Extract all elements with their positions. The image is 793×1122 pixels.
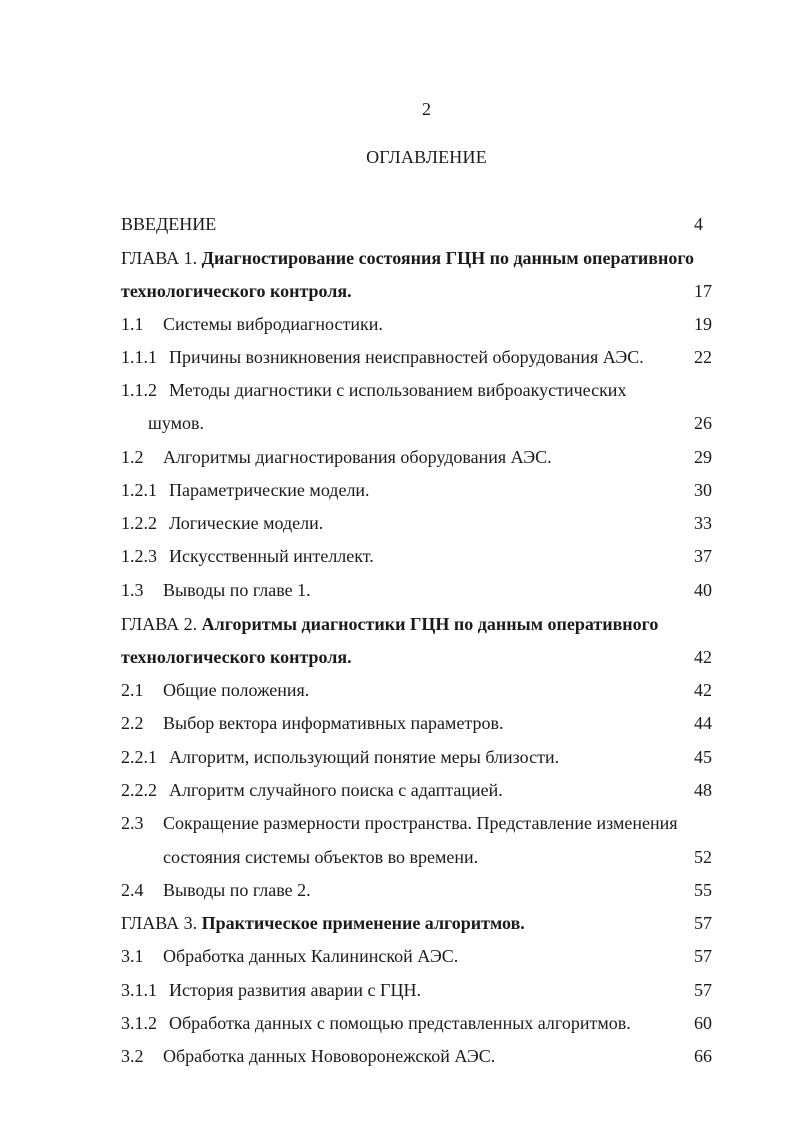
toc-entry-text: Выбор вектора информативных параметров. (163, 713, 504, 733)
toc-entry-page: 55 (694, 880, 712, 900)
toc-entry-number: 3.1.1 (121, 980, 157, 1000)
toc-entry-cont (0, 845, 793, 869)
toc-entry (0, 778, 793, 802)
toc-entry (0, 312, 793, 336)
toc-entry (0, 544, 793, 568)
toc-entry (0, 811, 793, 835)
toc-entry-text: Выводы по главе 2. (163, 880, 311, 900)
toc-title: ОГЛАВЛЕНИЕ (366, 147, 487, 167)
toc-entry-chapter-3 (0, 911, 793, 935)
toc-entry-text: Обработка данных с помощью представленных алгоритмов. (169, 1013, 631, 1033)
toc-entry (0, 678, 793, 702)
toc-entry-page: 17 (694, 281, 712, 301)
toc-entry (0, 445, 793, 469)
toc-entry-cont (0, 411, 793, 435)
toc-entry-number: 2.3 (121, 813, 144, 833)
chapter-prefix: ГЛАВА 1. (121, 248, 198, 268)
toc-entry-page: 29 (694, 447, 712, 467)
chapter-title: Диагностирование состояния ГЦН по данным оперативного (201, 248, 695, 268)
toc-entry-page: 48 (694, 780, 712, 800)
toc-entry-number: 2.2.2 (121, 780, 157, 800)
toc-entry-page: 37 (694, 546, 712, 566)
toc-entry-page: 57 (694, 980, 712, 1000)
toc-entry-number: 2.2 (121, 713, 144, 733)
toc-entry-page: 42 (694, 680, 712, 700)
toc-entry-page: 60 (694, 1013, 712, 1033)
toc-entry (0, 378, 793, 402)
toc-entry (0, 345, 793, 369)
toc-entry-number: 1.2.2 (121, 513, 157, 533)
toc-entry-text: Искусственный интеллект. (169, 546, 374, 566)
chapter-title: Практическое применение алгоритмов. (201, 913, 525, 933)
toc-entry-page: 57 (694, 946, 712, 966)
toc-entry-text: Обработка данных Калининской АЭС. (163, 946, 459, 966)
toc-entry (0, 511, 793, 535)
toc-entry (0, 978, 793, 1002)
toc-entry-page: 52 (694, 847, 712, 867)
toc-entry-page: 44 (694, 713, 712, 733)
toc-entry-text: Причины возникновения неисправностей оборудования АЭС. (169, 347, 644, 367)
chapter-title: Алгоритмы диагностики ГЦН по данным оперативного (201, 614, 659, 634)
toc-entry-number: 1.1.1 (121, 347, 157, 367)
toc-entry-page: 66 (694, 1046, 712, 1066)
toc-entry-text: Алгоритм случайного поиска с адаптацией. (169, 780, 503, 800)
toc-entry-page: 4 (694, 214, 703, 234)
toc-entry-chapter-2 (0, 612, 793, 636)
chapter-prefix: ГЛАВА 3. (121, 913, 198, 933)
toc-entry-text: Обработка данных Нововоронежской АЭС. (163, 1046, 496, 1066)
toc-entry-text: Алгоритмы диагностирования оборудования АЭС. (163, 447, 552, 467)
toc-entry-page: 22 (694, 347, 712, 367)
toc-entry (0, 711, 793, 735)
toc-entry-page: 57 (694, 913, 712, 933)
toc-entry-number: 1.2.1 (121, 480, 157, 500)
toc-entry-text: Сокращение размерности пространства. Представление изменения (163, 813, 678, 833)
toc-entry-page: 40 (694, 580, 712, 600)
toc-entry (0, 1011, 793, 1035)
toc-entry-number: 1.2 (121, 447, 144, 467)
toc-entry-number: 1.2.3 (121, 546, 157, 566)
chapter-title-cont: технологического контроля. (121, 281, 352, 301)
toc-entry-text: Алгоритм, использующий понятие меры близости. (169, 747, 560, 767)
toc-entry-page: 33 (694, 513, 712, 533)
toc-entry-chapter-1 (0, 246, 793, 270)
toc-entry (0, 745, 793, 769)
toc-entry-page: 26 (694, 413, 712, 433)
toc-entry-number: 3.1 (121, 946, 144, 966)
toc-entry-text: Выводы по главе 1. (163, 580, 311, 600)
chapter-title-cont: технологического контроля. (121, 647, 352, 667)
toc-entry-page: 30 (694, 480, 712, 500)
toc-entry-text: Общие положения. (163, 680, 310, 700)
toc-entry-text-cont: шумов. (148, 413, 205, 433)
toc-entry-page: 45 (694, 747, 712, 767)
toc-entry-page: 19 (694, 314, 712, 334)
toc-entry (0, 944, 793, 968)
toc-entry-text: Системы вибродиагностики. (163, 314, 383, 334)
toc-entry-text: Параметрические модели. (169, 480, 370, 500)
toc-entry-number: 1.3 (121, 580, 144, 600)
toc-entry (0, 578, 793, 602)
toc-entry-number: 2.2.1 (121, 747, 157, 767)
toc-entry (0, 878, 793, 902)
toc-entry-chapter-2-cont (0, 645, 793, 669)
toc-entry-text: Логические модели. (169, 513, 324, 533)
page-number: 2 (422, 99, 431, 119)
toc-entry-text: Методы диагностики с использованием виброакустических (169, 380, 627, 400)
toc-entry (0, 1044, 793, 1068)
toc-entry-number: 3.1.2 (121, 1013, 157, 1033)
toc-entry-number: 1.1 (121, 314, 144, 334)
toc-entry-introduction (0, 212, 793, 236)
chapter-prefix: ГЛАВА 2. (121, 614, 198, 634)
toc-entry-number: 3.2 (121, 1046, 144, 1066)
toc-entry (0, 478, 793, 502)
toc-entry-number: 2.4 (121, 880, 144, 900)
toc-entry-page: 42 (694, 647, 712, 667)
toc-entry-number: 2.1 (121, 680, 144, 700)
toc-entry-chapter-1-cont (0, 279, 793, 303)
toc-entry-number: 1.1.2 (121, 380, 157, 400)
toc-entry-text: ВВЕДЕНИЕ (121, 214, 217, 234)
toc-entry-text: История развития аварии с ГЦН. (169, 980, 421, 1000)
toc-entry-text-cont: состояния системы объектов во времени. (163, 847, 479, 867)
